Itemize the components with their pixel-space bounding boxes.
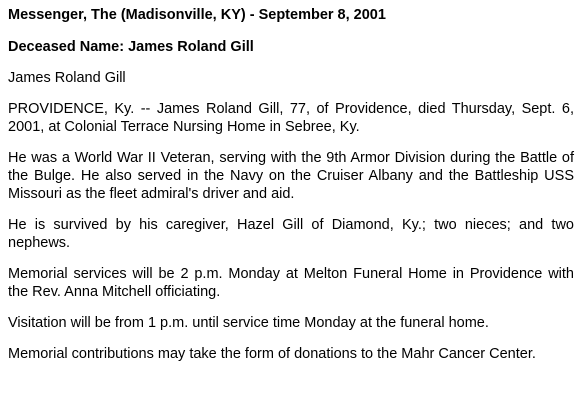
paragraph-military-service: He was a World War II Veteran, serving with the 9th Armor Division during the Battle of the Bulge. He also served in the Navy on the Cruiser Albany and the Battleship USS Missouri as the fleet admiral's driver and aid.	[8, 150, 574, 202]
deceased-name-heading: Deceased Name: James Roland Gill	[8, 39, 254, 55]
paragraph-contributions: Memorial contributions may take the form of donations to the Mahr Cancer Center.	[8, 346, 536, 362]
name-line: James Roland Gill	[8, 70, 126, 86]
paragraph-survivors: He is survived by his caregiver, Hazel Gill of Diamond, Ky.; two nieces; and two nephews.	[8, 217, 574, 251]
paragraph-death-notice: PROVIDENCE, Ky. -- James Roland Gill, 77, of Providence, died Thursday, Sept. 6, 2001, at Colonial Terrace Nursing Home in Sebree, Ky.	[8, 101, 574, 135]
paragraph-visitation: Visitation will be from 1 p.m. until service time Monday at the funeral home.	[8, 315, 489, 331]
publication-heading: Messenger, The (Madisonville, KY) - September 8, 2001	[8, 7, 386, 23]
paragraph-memorial-services: Memorial services will be 2 p.m. Monday at Melton Funeral Home in Providence with the Rev. Anna Mitchell officiating.	[8, 266, 574, 300]
